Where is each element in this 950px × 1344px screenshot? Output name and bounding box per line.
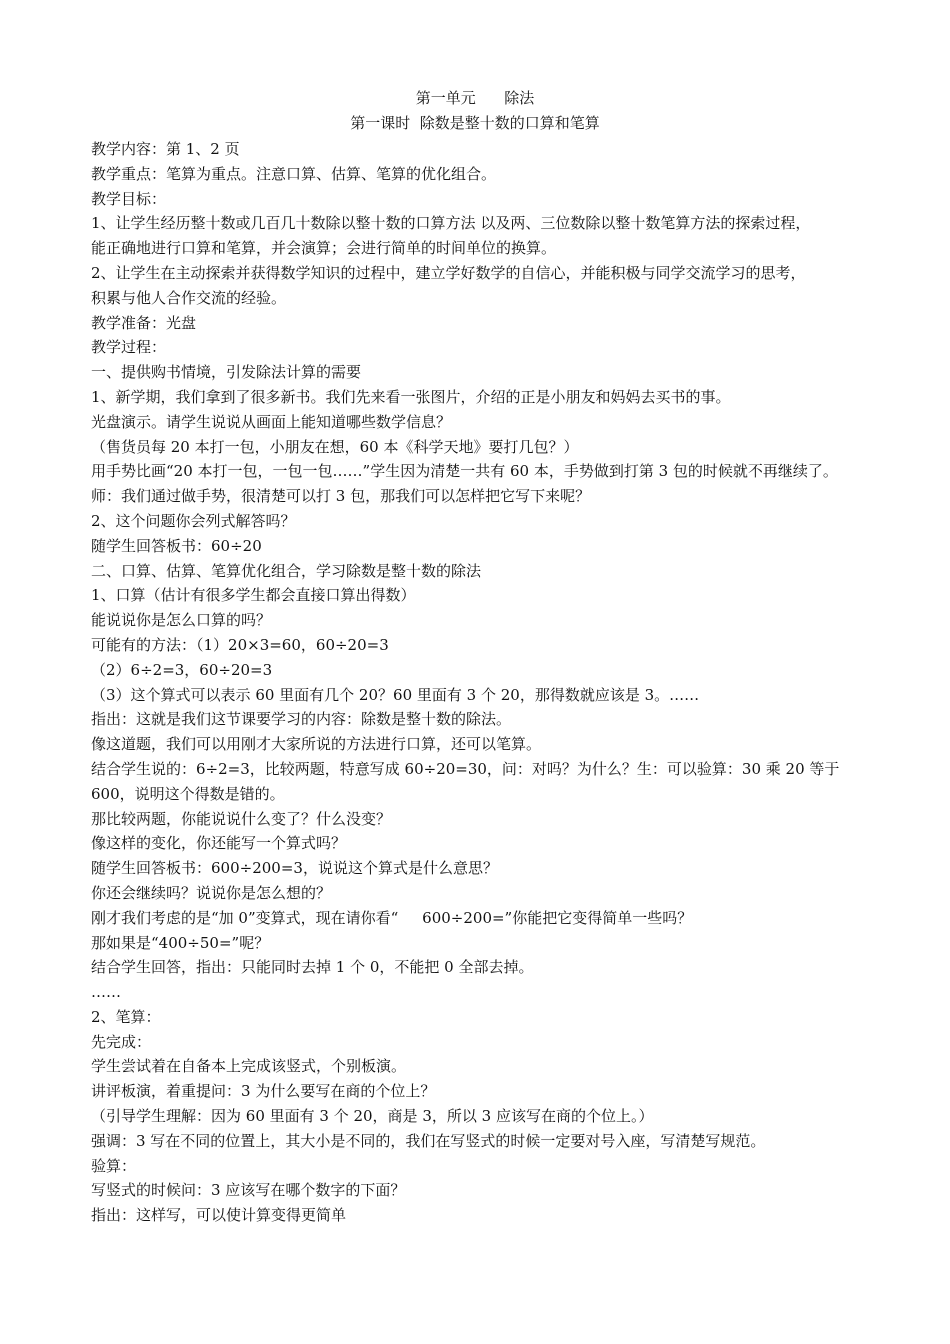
text-line: 1、口算（估计有很多学生都会直接口算出得数） bbox=[91, 586, 416, 605]
text-line: 刚才我们考虑的是“加 0”变算式，现在请你看“ 600÷200=”你能把它变得简单一些吗？ bbox=[91, 908, 693, 927]
lesson-title: 第一课时 除数是整十数的口算和笔算 bbox=[350, 114, 600, 132]
text-line: 二、口算、估算、笔算优化组合，学习除数是整十数的除法 bbox=[91, 561, 482, 580]
text-line: （3）这个算式可以表示 60 里面有几个 20？60 里面有 3 个 20，那得数就应该是 3。…… bbox=[91, 685, 700, 704]
text-line: 像这样的变化，你还能写一个算式吗？ bbox=[91, 834, 347, 853]
text-line: 那如果是“400÷50=”呢？ bbox=[91, 933, 270, 952]
text-line: 用手势比画“20 本打一包，一包一包……”学生因为清楚一共有 60 本，手势做到打第 3 包的时候就不再继续了。 bbox=[91, 462, 838, 481]
text-line: （2）6÷2=3，60÷20=3 bbox=[91, 660, 273, 679]
text-line: 600，说明这个得数是错的。 bbox=[91, 784, 285, 803]
text-line: 像这道题，我们可以用刚才大家所说的方法进行口算，还可以笔算。 bbox=[91, 735, 542, 754]
text-line: 结合学生回答，指出：只能同时去掉 1 个 0，不能把 0 全部去掉。 bbox=[91, 958, 534, 977]
document-body bbox=[91, 137, 887, 1228]
text-line: 随学生回答板书：60÷20 bbox=[91, 536, 262, 555]
text-line: 讲评板演，着重提问：3 为什么要写在商的个位上？ bbox=[91, 1082, 436, 1101]
text-line: 2、这个问题你会列式解答吗？ bbox=[91, 511, 296, 530]
text-line: 能正确地进行口算和笔算，并会演算；会进行简单的时间单位的换算。 bbox=[91, 239, 557, 258]
text-line: （售货员每 20 本打一包，小朋友在想，60 本《科学天地》要打几包？） bbox=[91, 437, 579, 456]
text-line: 那比较两题，你能说说什么变了？什么没变？ bbox=[91, 809, 392, 828]
text-line: 2、让学生在主动探索并获得数学知识的过程中，建立学好数学的自信心，并能积极与同学交流学习的思考， bbox=[91, 263, 806, 282]
text-line: 2、笔算： bbox=[91, 1007, 161, 1026]
text-line: 教学过程： bbox=[91, 338, 167, 357]
text-line: 结合学生说的：6÷2=3，比较两题，特意写成 60÷20=30，问：对吗？为什么？生：可以验算：30 乘 20 等于 bbox=[91, 759, 840, 778]
text-line: 1、新学期，我们拿到了很多新书。我们先来看一张图片，介绍的正是小朋友和妈妈去买书的事。 bbox=[91, 387, 731, 406]
text-line: …… bbox=[91, 983, 121, 1002]
text-line: 教学准备：光盘 bbox=[91, 313, 197, 332]
text-line: 可能有的方法：（1）20×3=60，60÷20=3 bbox=[91, 635, 389, 654]
text-line: 先完成： bbox=[91, 1032, 152, 1051]
document-title: 第一单元 除法 bbox=[415, 89, 535, 107]
text-line: 强调：3 写在不同的位置上，其大小是不同的，我们在写竖式的时候一定要对号入座，写清楚写规范。 bbox=[91, 1131, 766, 1150]
text-line: 一、提供购书情境，引发除法计算的需要 bbox=[91, 363, 362, 382]
text-line: 指出：这样写，可以使计算变得更简单 bbox=[91, 1206, 347, 1225]
text-line: 教学目标： bbox=[91, 189, 167, 208]
text-line: 师：我们通过做手势，很清楚可以打 3 包，那我们可以怎样把它写下来呢？ bbox=[91, 487, 591, 506]
text-line: 光盘演示。请学生说说从画面上能知道哪些数学信息？ bbox=[91, 412, 452, 431]
text-line: 指出：这就是我们这节课要学习的内容：除数是整十数的除法。 bbox=[91, 710, 512, 729]
text-line: 积累与他人合作交流的经验。 bbox=[91, 288, 287, 307]
text-line: 教学重点：笔算为重点。注意口算、估算、笔算的优化组合。 bbox=[91, 164, 497, 183]
text-line: 教学内容：第 1、2 页 bbox=[91, 140, 240, 158]
text-line: 你还会继续吗？说说你是怎么想的？ bbox=[91, 883, 332, 902]
text-line: 能说说你是怎么口算的吗？ bbox=[91, 611, 272, 630]
text-line: 验算： bbox=[91, 1156, 137, 1175]
text-line: 学生尝试着在自备本上完成该竖式，个别板演。 bbox=[91, 1057, 407, 1076]
text-line: 随学生回答板书：600÷200=3，说说这个算式是什么意思？ bbox=[91, 859, 498, 878]
text-line: （引导学生理解：因为 60 里面有 3 个 20，商是 3，所以 3 应该写在商的个位上。） bbox=[91, 1107, 654, 1126]
text-line: 写竖式的时候问：3 应该写在哪个数字的下面？ bbox=[91, 1181, 406, 1200]
text-line: 1、让学生经历整十数或几百几十数除以整十数的口算方法 以及两、三位数除以整十数笔算方法的探索过程， bbox=[91, 214, 811, 233]
